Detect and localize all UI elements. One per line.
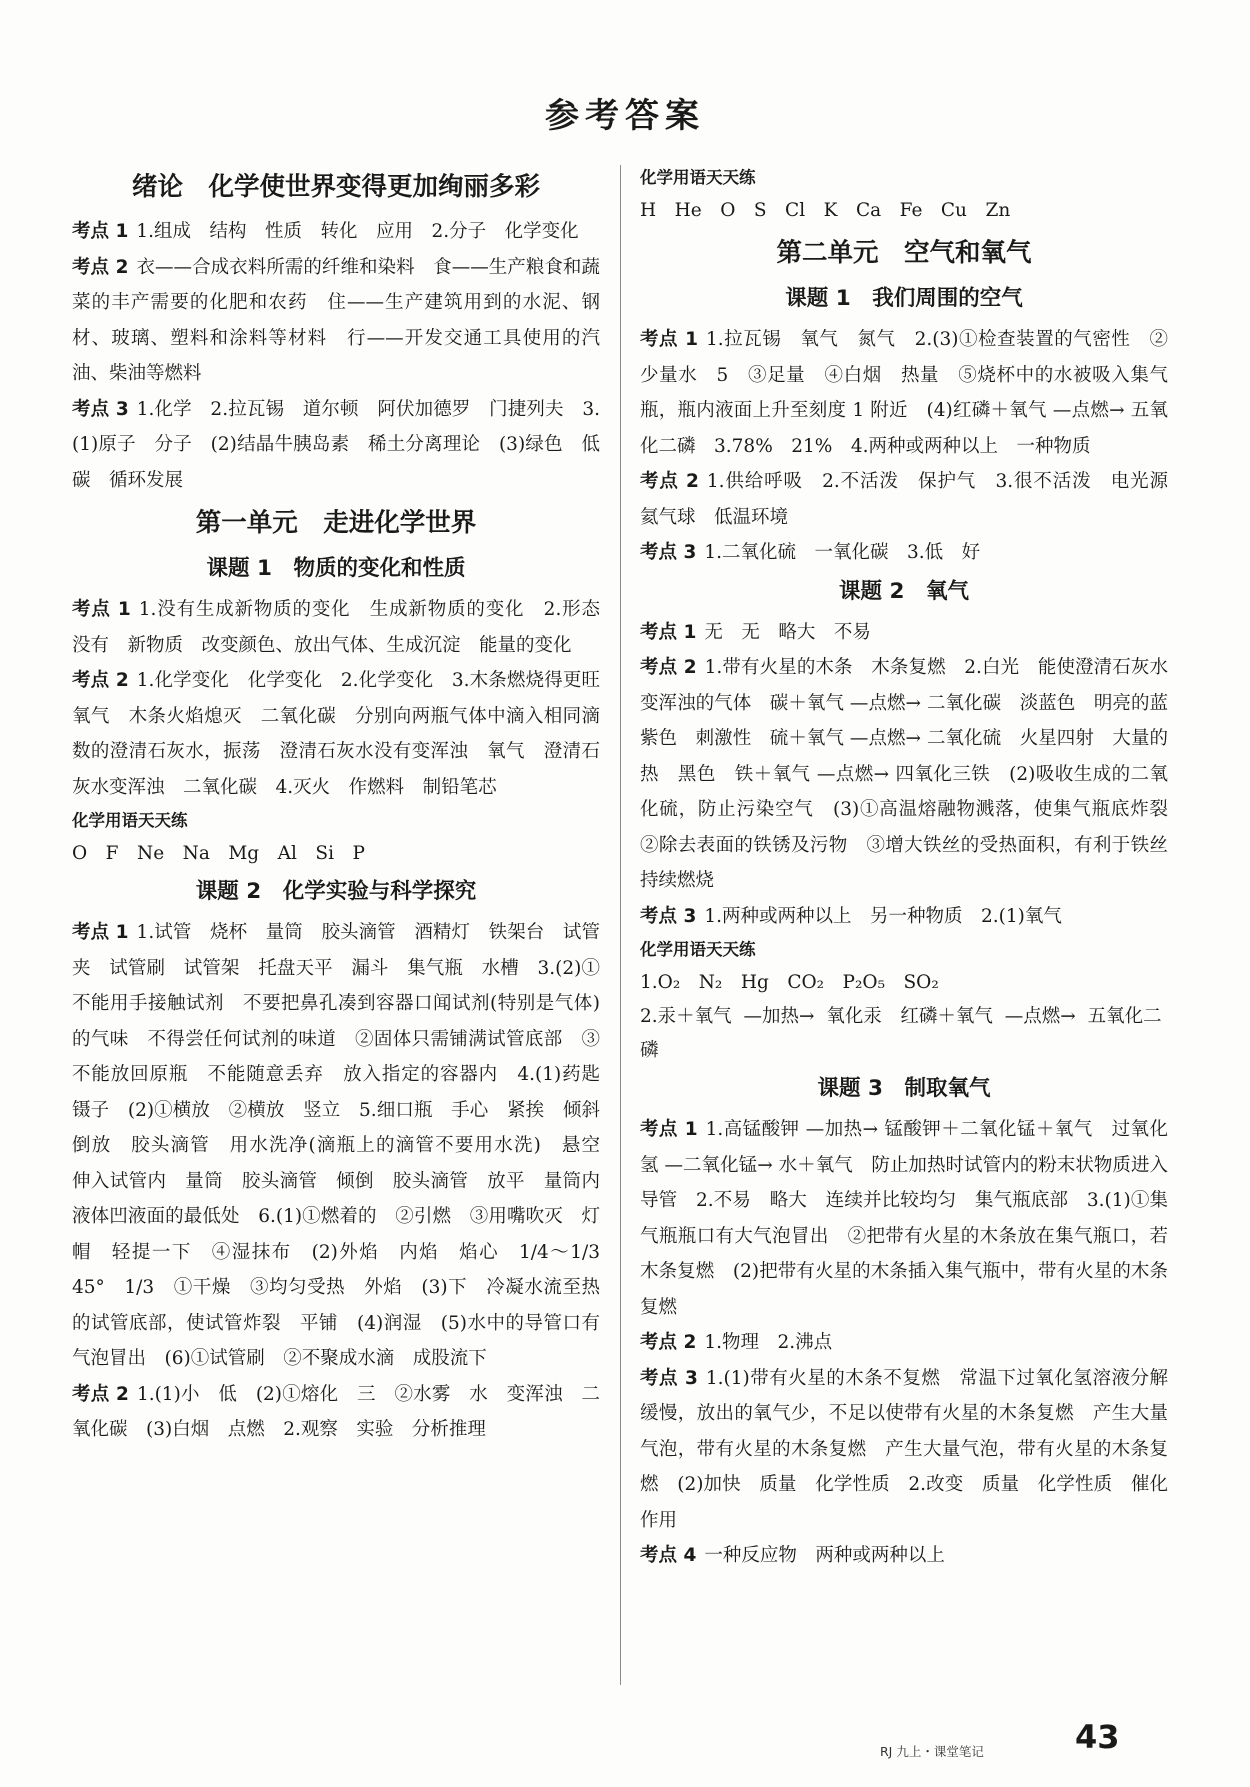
practice-title: 化学用语天天练 [640,168,756,187]
u2l2-practice-title: 化学用语天天练 [640,940,756,959]
point-label: 考点 3 [72,398,129,420]
point-label: 考点 1 [640,621,697,643]
point-text: 1.高锰酸钾 —加热→ 锰酸钾＋二氧化锰＋氧气 过氧化氢 —二氧化锰→ 水＋氧气 防止加热时试管内的粉末状物质进入导管 2.不易 略大 连续并比较均匀 集气瓶底部 3.(1)①集气瓶瓶口有大气泡冒出 ②把带有火星的木条放在集气瓶口，若木条复燃 (2)把带有火星的木条插入集气瓶中，带有火星的木条复燃 [640,1119,1168,1318]
u2l2-point-2 [640,650,1187,899]
u2l2-point-3 [640,899,1168,935]
point-text: 1.供给呼吸 2.不活泼 保护气 3.很不活泼 电光源 氦气球 低温环境 [640,471,1187,528]
point-text: 1.没有生成新物质的变化 生成新物质的变化 2.形态 没有 新物质 改变颜色、放出气体、生成沉淀 能量的变化 [72,599,619,656]
point-label: 考点 2 [72,1383,129,1405]
u2l2-point-1 [640,615,1168,651]
intro-point-3 [72,392,600,499]
u2-lesson2-heading: 课题 2 氧气 [839,578,969,604]
point-text: 1.组成 结构 性质 转化 应用 2.分子 化学变化 [136,221,579,242]
u1l1-practice-title: 化学用语天天练 [72,811,188,830]
u1l1-point-1 [72,592,619,663]
point-label: 考点 1 [640,1119,698,1140]
u2l1-point-3 [640,535,1168,571]
point-text: 1.(1)小 低 (2)①熔化 三 ②水雾 水 变浑浊 二氧化碳 (3)白烟 点燃 2.观察 实验 分析推理 [72,1383,600,1440]
footer-label: RJ 九上・课堂笔记 [880,1744,984,1759]
intro-point-1 [72,214,600,250]
u1-lesson2-heading: 课题 2 化学实验与科学探究 [195,879,477,904]
left-column [72,162,619,1448]
u1l2-point-2 [72,1377,600,1448]
point-label: 考点 3 [640,905,697,927]
point-label: 考点 2 [640,471,699,492]
point-text: 1.化学 2.拉瓦锡 道尔顿 阿伏加德罗 门捷列夫 3.(1)原子 分子 (2)结晶牛胰岛素 稀土分离理论 (3)绿色 低碳 循环发展 [72,398,600,491]
right-column [640,162,1187,1574]
u1l1-symbols: O F Ne Na Mg Al Si P [72,843,365,864]
u1-lesson1-heading: 课题 1 物质的变化和性质 [206,556,466,581]
u2l3-point-1 [640,1112,1168,1325]
unit1-heading: 第一单元 走进化学世界 [195,508,477,538]
point-text: 衣——合成衣料所需的纤维和染料 食——生产粮食和蔬菜的丰产需要的化肥和农药 住——生产建筑用到的水泥、钢材、玻璃、塑料和涂料等材料 行——开发交通工具使用的汽油、柴油等燃料 [72,256,600,384]
point-label: 考点 2 [640,1332,697,1353]
point-label: 考点 3 [640,542,697,563]
u1l2-point-1 [72,915,619,1377]
intro-point-2 [72,250,600,392]
u2l1-point-2 [640,464,1187,535]
point-text: 1.两种或两种以上 另一种物质 2.(1)氧气 [704,905,1062,927]
u1l1-point-2 [72,663,619,805]
u2l2-equations: 2.汞＋氧气 —加热→ 氧化汞 红磷＋氧气 —点燃→ 五氧化二磷 [640,1006,1162,1061]
point-label: 考点 2 [72,256,129,278]
intro-heading: 绪论 化学使世界变得更加绚丽多彩 [131,172,540,202]
page-number: 43 [1075,1718,1120,1756]
point-text: 一种反应物 两种或两种以上 [704,1545,945,1566]
column-divider [620,165,621,1685]
point-label: 考点 2 [72,670,129,691]
point-text: 1.拉瓦锡 氧气 氮气 2.(3)①检查装置的气密性 ②少量水 5 ③足量 ④白烟 热量 ⑤烧杯中的水被吸入集气瓶，瓶内液面上升至刻度 1 附近 (4)红磷＋氧气 —点燃→ 五氧化二磷 3.78% 21% 4.两种或两种以上 一种物质 [640,329,1168,457]
point-label: 考点 2 [640,657,697,678]
u2l3-point-4 [640,1538,1168,1574]
point-text: 无 无 略大 不易 [704,621,871,643]
point-text: 1.二氧化硫 一氧化碳 3.低 好 [704,542,981,563]
point-text: 1.化学变化 化学变化 2.化学变化 3.木条燃烧得更旺 氧气 木条火焰熄灭 二氧化碳 分别向两瓶气体中滴入相同滴数的澄清石灰水，振荡 澄清石灰水没有变浑浊 氧气 澄清石灰水变浑浊 二氧化碳 4.灭火 作燃料 制铅笔芯 [72,670,619,798]
point-label: 考点 1 [72,922,129,943]
point-label: 考点 4 [640,1545,697,1566]
point-text: 1.试管 烧杯 量筒 胶头滴管 酒精灯 铁架台 试管夹 试管刷 试管架 托盘天平 漏斗 集气瓶 水槽 3.(2)①不能用手接触试剂 不要把鼻孔凑到容器口闻试剂(特别是气体)的气味 不得尝任何试剂的味道 ②固体只需铺满试管底部 ③不能放回原瓶 不能随意丢弃 放入指定的容器内 4.(1)药匙 镊子 (2)①横放 ②横放 竖立 5.细口瓶 手心 紧挨 倾斜 倒放 胶头滴管 用水洗净(滴瓶上的滴管不要用水洗) 悬空 伸入试管内 量筒 胶头滴管 倾倒 胶头滴管 放平 量筒内液体凹液面的最低处 6.(1)①燃着的 ②引燃 ③用嘴吹灭 灯帽 轻提一下 ④湿抹布 (2)外焰 内焰 焰心 1/4～1/3 45° 1/3 ①干燥 ③均匀受热 外焰 (3)下 冷凝水流至热的试管底部，使试管炸裂 平铺 (4)润湿 (5)水中的导管口有气泡冒出 (6)①试管刷 ②不聚成水滴 成股流下 [72,922,619,1369]
u2-lesson1-heading: 课题 1 我们周围的空气 [785,286,1023,311]
point-label: 考点 1 [640,329,698,350]
u2l3-point-2 [640,1325,1168,1361]
point-label: 考点 3 [640,1367,698,1389]
u2-lesson3-heading: 课题 3 制取氧气 [817,1076,991,1101]
element-symbols: H He O S Cl K Ca Fe Cu Zn [640,200,1011,221]
point-label: 考点 1 [72,221,129,242]
point-text: 1.带有火星的木条 木条复燃 2.白光 能使澄清石灰水变浑浊的气体 碳＋氧气 —点燃→ 二氧化碳 淡蓝色 明亮的蓝紫色 刺激性 硫＋氧气 —点燃→ 二氧化硫 火星四射 大量的热 黑色 铁＋氧气 —点燃→ 四氧化三铁 (2)吸收生成的二氧化硫，防止污染空气 (3)①高温熔融物溅落，使集气瓶底炸裂 ②除去表面的铁锈及污物 ③增大铁丝的受热面积，有利于铁丝持续燃烧 [640,657,1187,891]
u2l3-point-3 [640,1361,1168,1539]
unit2-heading: 第二单元 空气和氧气 [776,238,1032,268]
point-label: 考点 1 [72,599,131,620]
page-title: 参考答案 [545,96,705,136]
u2l2-symbols: 1.O₂ N₂ Hg CO₂ P₂O₅ SO₂ [640,972,939,993]
point-text: 1.物理 2.沸点 [704,1332,833,1353]
u2l1-point-1 [640,322,1168,464]
point-text: 1.(1)带有火星的木条不复燃 常温下过氧化氢溶液分解缓慢，放出的氧气少，不足以使带有火星的木条复燃 产生大量气泡，带有火星的木条复燃 产生大量气泡，带有火星的木条复燃 (2)加快 质量 化学性质 2.改变 质量 化学性质 催化作用 [640,1367,1168,1531]
